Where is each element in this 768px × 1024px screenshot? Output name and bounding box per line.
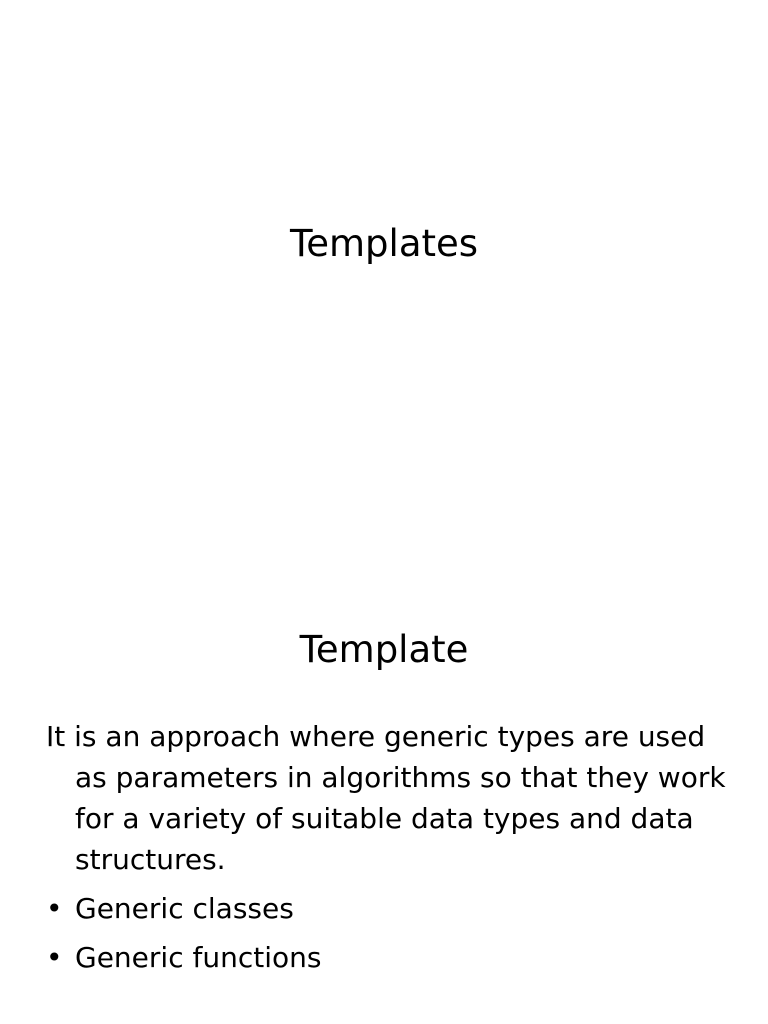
- bullet-label: Generic classes: [75, 892, 294, 925]
- bullet-icon: •: [46, 941, 63, 974]
- slide-2: [0, 512, 768, 1024]
- bullet-icon: •: [46, 892, 63, 925]
- slide-2-body: [46, 716, 736, 986]
- list-item: [46, 937, 736, 978]
- slide-2-title: Template: [299, 628, 469, 671]
- list-item: [46, 888, 736, 929]
- slide-1-title: Templates: [289, 222, 479, 265]
- bullet-label: Generic functions: [75, 941, 322, 974]
- bullet-list: [46, 888, 736, 978]
- definition-paragraph: It is an approach where generic types are used as parameters in algorithms so that they work for a variety of suitable data types and data structures.: [46, 720, 726, 876]
